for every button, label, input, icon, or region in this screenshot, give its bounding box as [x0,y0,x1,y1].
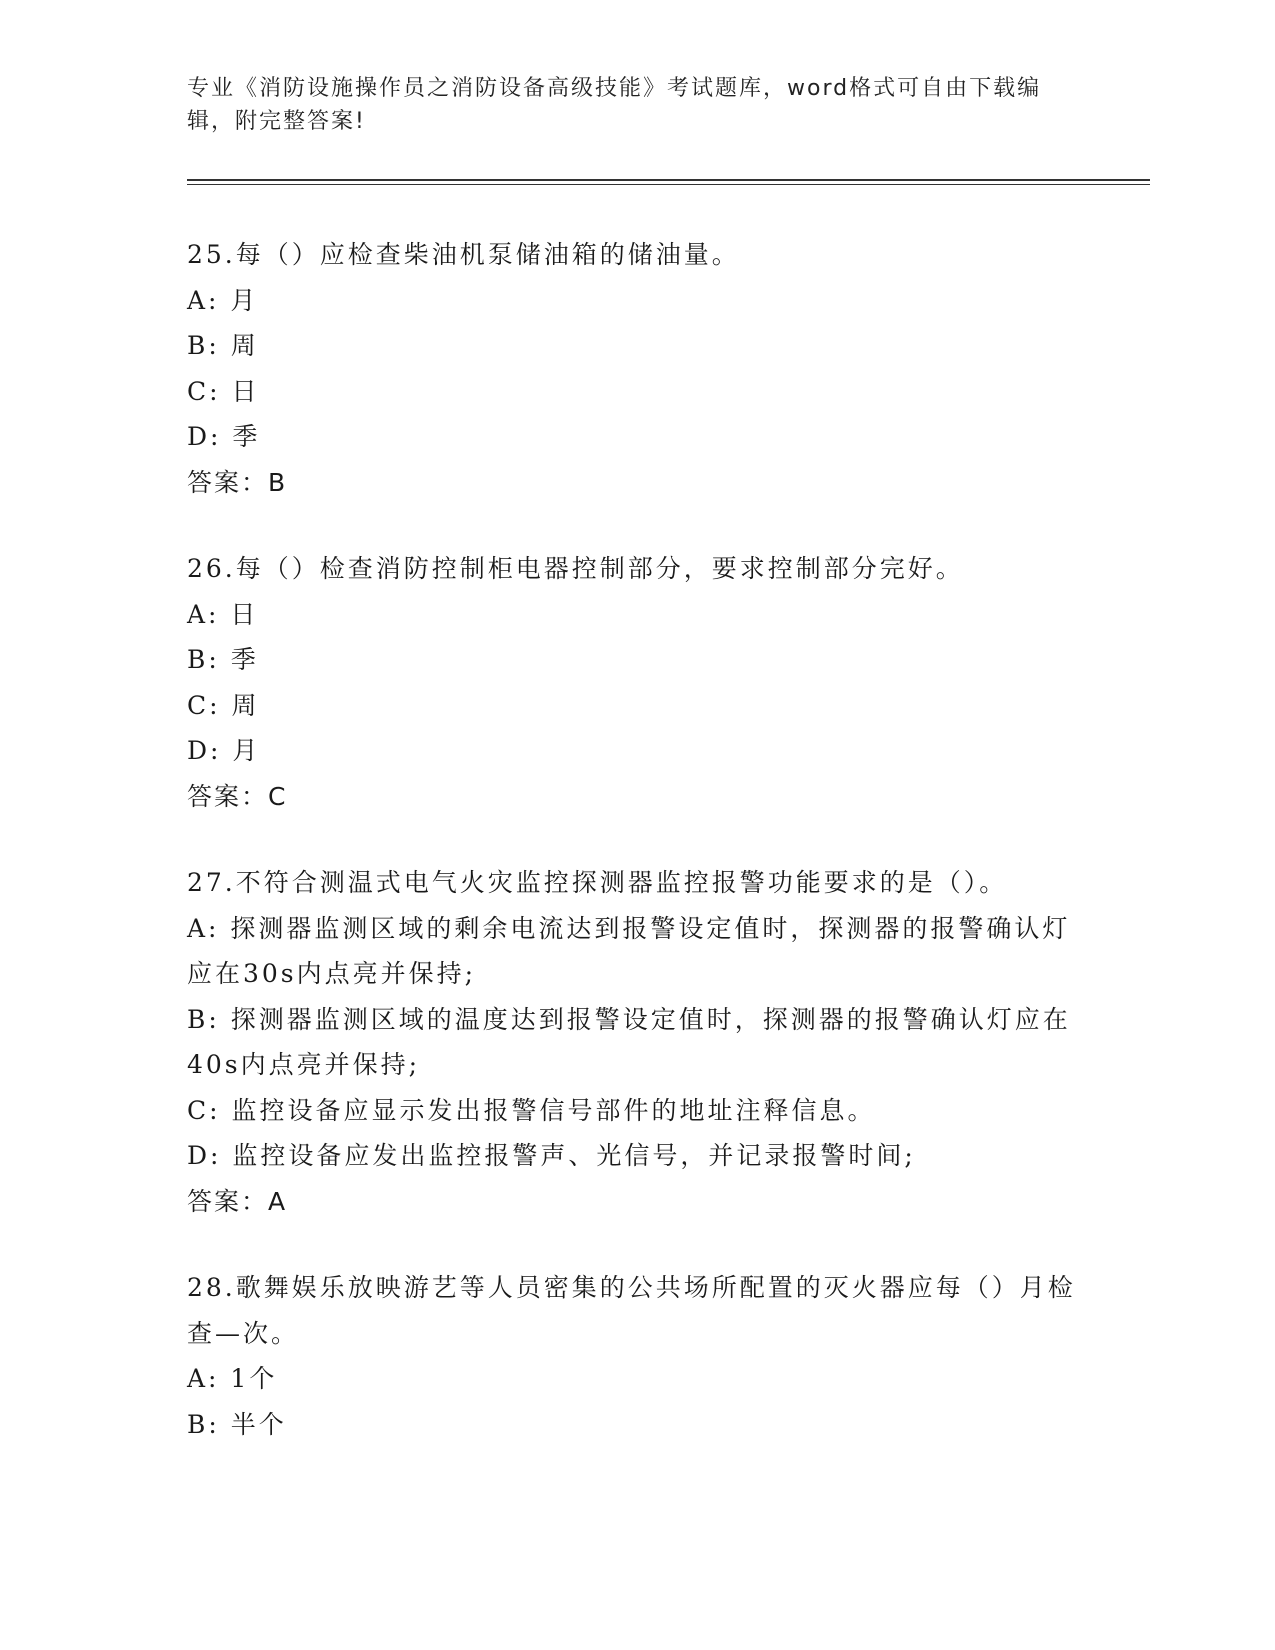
question-stem: 25.每（）应检查柴油机泵储油箱的储油量。 [187,240,740,269]
question-stem: 26.每（）检查消防控制柜电器控制部分，要求控制部分完好。 [187,554,964,583]
option-b: B: 周 [187,331,259,360]
option-d: D: 监控设备应发出监控报警声、光信号，并记录报警时间; [187,1141,916,1170]
option-b: B: 半个 [187,1409,287,1439]
question-25 [187,232,1077,505]
option-c: C: 周 [187,690,260,720]
option-c: C: 日 [187,376,260,406]
answer: 答案：A [187,1186,288,1216]
question-26 [187,546,1077,819]
question-27 [187,860,1077,1224]
document-header: 专业《消防设施操作员之消防设备高级技能》考试题库，word格式可自由下载编辑，附完整答案! [187,76,1042,134]
question-28 [187,1265,1077,1447]
option-b: B: 季 [187,645,259,674]
option-a: A: 日 [187,599,259,629]
question-list [187,232,1077,1488]
answer: 答案：C [187,781,288,811]
question-stem: 28.歌舞娱乐放映游艺等人员密集的公共场所配置的灭火器应每（）月检查—次。 [187,1273,1076,1348]
header-divider-top [187,179,1150,181]
option-a: A: 1个 [187,1364,278,1393]
option-b: B: 探测器监测区域的温度达到报警设定值时，探测器的报警确认灯应在40s内点亮并保持; [187,1004,1071,1079]
question-stem: 27.不符合测温式电气火灾监控探测器监控报警功能要求的是（）。 [187,868,1008,897]
option-c: C: 监控设备应显示发出报警信号部件的地址注释信息。 [187,1095,876,1125]
answer: 答案：B [187,467,288,497]
header-divider-bottom [187,184,1150,185]
option-d: D: 月 [187,736,261,765]
option-a: A: 探测器监测区域的剩余电流达到报警设定值时，探测器的报警确认灯应在30s内点亮并保持; [187,913,1071,988]
option-d: D: 季 [187,422,261,451]
option-a: A: 月 [187,285,259,315]
